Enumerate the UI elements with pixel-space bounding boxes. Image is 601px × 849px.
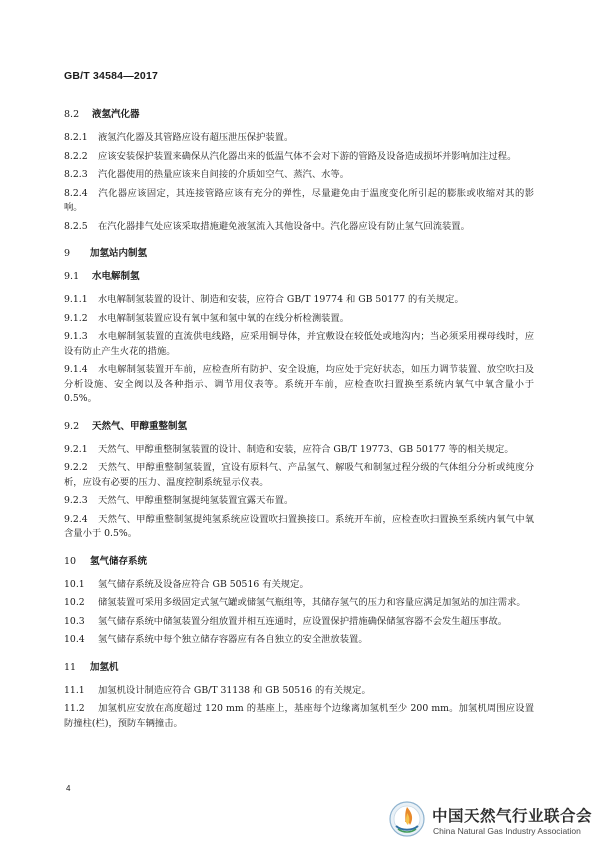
clause-number: 9.1.2 xyxy=(64,312,88,324)
clause-number: 9.1 xyxy=(64,271,80,282)
association-name-cn: 中国天然气行业联合会 xyxy=(432,807,593,825)
clause-paragraph xyxy=(64,150,534,165)
clause-number: 8.2.2 xyxy=(64,150,88,162)
clause-text: 天然气、甲醇重整制氢装置的设计、制造和安装，应符合 GB/T 19773、GB 50177 等的相关规定。 xyxy=(98,443,514,455)
clause-text: 氢气储存系统中每个独立储存容器应有各自独立的安全泄放装置。 xyxy=(98,634,368,645)
spacer xyxy=(64,284,534,293)
clause-paragraph xyxy=(64,363,534,407)
heading-title: 氢气储存系统 xyxy=(90,555,148,567)
subsection-heading xyxy=(64,420,534,434)
clause-paragraph xyxy=(64,330,534,359)
spacer xyxy=(64,407,534,420)
clause-text: 储氢装置可采用多级固定式氢气罐或储氢气瓶组等，其储存氢气的压力和容量应满足加氢站的加注需求。 xyxy=(98,597,526,608)
clause-number: 9.1.1 xyxy=(64,294,88,305)
clause-text: 液氢汽化器及其管路应设有超压泄压保护装置。 xyxy=(98,132,294,143)
clause-paragraph xyxy=(64,702,534,731)
clause-text: 加氢机应安放在高度超过 120 mm 的基座上，基座每个边缘离加氢机至少 200 mm。加氢机周围应设置防撞柱(栏)，预防车辆撞击。 xyxy=(64,703,534,729)
clause-number: 9.2.1 xyxy=(64,443,88,455)
clause-number: 8.2.1 xyxy=(64,132,88,143)
clause-number: 8.2 xyxy=(64,109,80,120)
spacer xyxy=(64,675,534,684)
spacer xyxy=(64,434,534,443)
clause-number: 9.2.2 xyxy=(64,462,88,473)
clause-paragraph xyxy=(64,596,534,611)
clause-text: 应该安装保护装置来确保从汽化器出来的低温气体不会对下游的管路及设备造成损坏并影响加注过程。 xyxy=(98,150,517,162)
clause-paragraph xyxy=(64,615,534,630)
spacer xyxy=(64,261,534,270)
heading-title: 加氢站内制氢 xyxy=(90,248,148,259)
association-name-en: China Natural Gas Industry Association xyxy=(433,826,581,836)
subsection-heading xyxy=(64,108,534,122)
clause-number: 9.1.4 xyxy=(64,364,88,375)
clause-text: 汽化器应该固定，其连接管路应该有充分的弹性，尽量避免由于温度变化所引起的膨胀或收缩对其的影响。 xyxy=(64,187,534,213)
spacer xyxy=(64,542,534,555)
standard-number: GB/T 34584—2017 xyxy=(64,70,159,82)
page-number: 4 xyxy=(66,784,71,793)
clause-text: 水电解制氢装置的直流供电线路，应采用铜导体，并宜敷设在较低处或地沟内；当必须采用裸母线时，应设有防止产生火花的措施。 xyxy=(64,331,534,357)
section-heading xyxy=(64,661,534,675)
clause-text: 水电解制氢装置的设计、制造和安装，应符合 GB/T 19774 和 GB 50177 的有关规定。 xyxy=(98,294,464,305)
clause-text: 水电解制氢装置开车前，应检查所有防护、安全设施，均应处于完好状态，如压力调节装置、放空吹扫及分析设施、安全阀以及各种指示、调节用仪表等。系统开车前，应检查吹扫置换至系统内氧气中氧含量小于 0.5%。 xyxy=(64,364,534,404)
clause-number: 10 xyxy=(64,555,77,567)
subsection-heading xyxy=(64,270,534,284)
heading-title: 天然气、甲醇重整制氢 xyxy=(92,420,188,432)
spacer xyxy=(64,648,534,661)
clause-paragraph xyxy=(64,684,534,699)
heading-title: 加氢机 xyxy=(90,661,119,673)
clause-text: 在汽化器排气处应该采取措施避免液氢流入其他设备中。汽化器应设有防止氢气回流装置。 xyxy=(98,220,470,232)
clause-paragraph xyxy=(64,633,534,648)
clause-text: 水电解制氢装置应设有氧中氢和氢中氧的在线分析检测装置。 xyxy=(98,312,350,324)
association-emblem-icon xyxy=(388,798,428,842)
clause-text: 天然气、甲醇重整制氢提纯氢装置宜露天布置。 xyxy=(98,495,294,506)
clause-text: 天然气、甲醇重整制氢提纯氢系统应设置吹扫置换接口。系统开车前，应检查吹扫置换至系统内氧气中氧含量小于 0.5%。 xyxy=(64,513,534,539)
heading-title: 液氢汽化器 xyxy=(92,109,140,120)
spacer xyxy=(64,234,534,247)
clause-number: 11.2 xyxy=(64,703,85,714)
spacer xyxy=(64,122,534,131)
clause-number: 8.2.4 xyxy=(64,187,88,199)
clause-number: 10.2 xyxy=(64,597,85,608)
association-logo xyxy=(388,798,598,844)
document-body xyxy=(64,108,534,731)
clause-paragraph xyxy=(64,131,534,146)
section-heading xyxy=(64,555,534,569)
clause-text: 加氢机设计制造应符合 GB/T 31138 和 GB 50516 的有关规定。 xyxy=(98,684,371,696)
clause-paragraph xyxy=(64,443,534,458)
clause-paragraph xyxy=(64,187,534,216)
section-heading xyxy=(64,247,534,261)
clause-paragraph xyxy=(64,513,534,542)
clause-paragraph xyxy=(64,578,534,593)
clause-number: 10.3 xyxy=(64,615,85,627)
clause-number: 9.1.3 xyxy=(64,331,88,342)
clause-number: 9.2.3 xyxy=(64,495,88,506)
clause-paragraph xyxy=(64,494,534,509)
clause-paragraph xyxy=(64,293,534,308)
clause-number: 8.2.5 xyxy=(64,220,88,232)
clause-number: 11 xyxy=(64,661,77,673)
clause-number: 9.2.4 xyxy=(64,513,88,525)
clause-number: 10.1 xyxy=(64,578,85,590)
clause-number: 11.1 xyxy=(64,684,85,696)
clause-number: 9.2 xyxy=(64,420,80,432)
clause-text: 汽化器使用的热量应该来自间接的介质如空气、蒸汽、水等。 xyxy=(98,169,350,180)
clause-paragraph xyxy=(64,312,534,327)
clause-number: 8.2.3 xyxy=(64,169,88,180)
spacer xyxy=(64,569,534,578)
clause-paragraph xyxy=(64,220,534,235)
clause-text: 氢气储存系统及设备应符合 GB 50516 有关规定。 xyxy=(98,578,309,590)
clause-number: 9 xyxy=(64,248,71,259)
clause-paragraph xyxy=(64,461,534,490)
clause-text: 天然气、甲醇重整制氢装置，宜设有原料气、产品氢气、解吸气和制氢过程分级的气体组分分析或纯度分析，应设有必要的压力、温度控制系统显示仪表。 xyxy=(64,462,534,488)
clause-text: 氢气储存系统中储氢装置分组放置并相互连通时，应设置保护措施确保储氢容器不会发生超压事故。 xyxy=(98,615,508,627)
clause-number: 10.4 xyxy=(64,634,85,645)
clause-paragraph xyxy=(64,168,534,183)
heading-title: 水电解制氢 xyxy=(92,271,140,282)
